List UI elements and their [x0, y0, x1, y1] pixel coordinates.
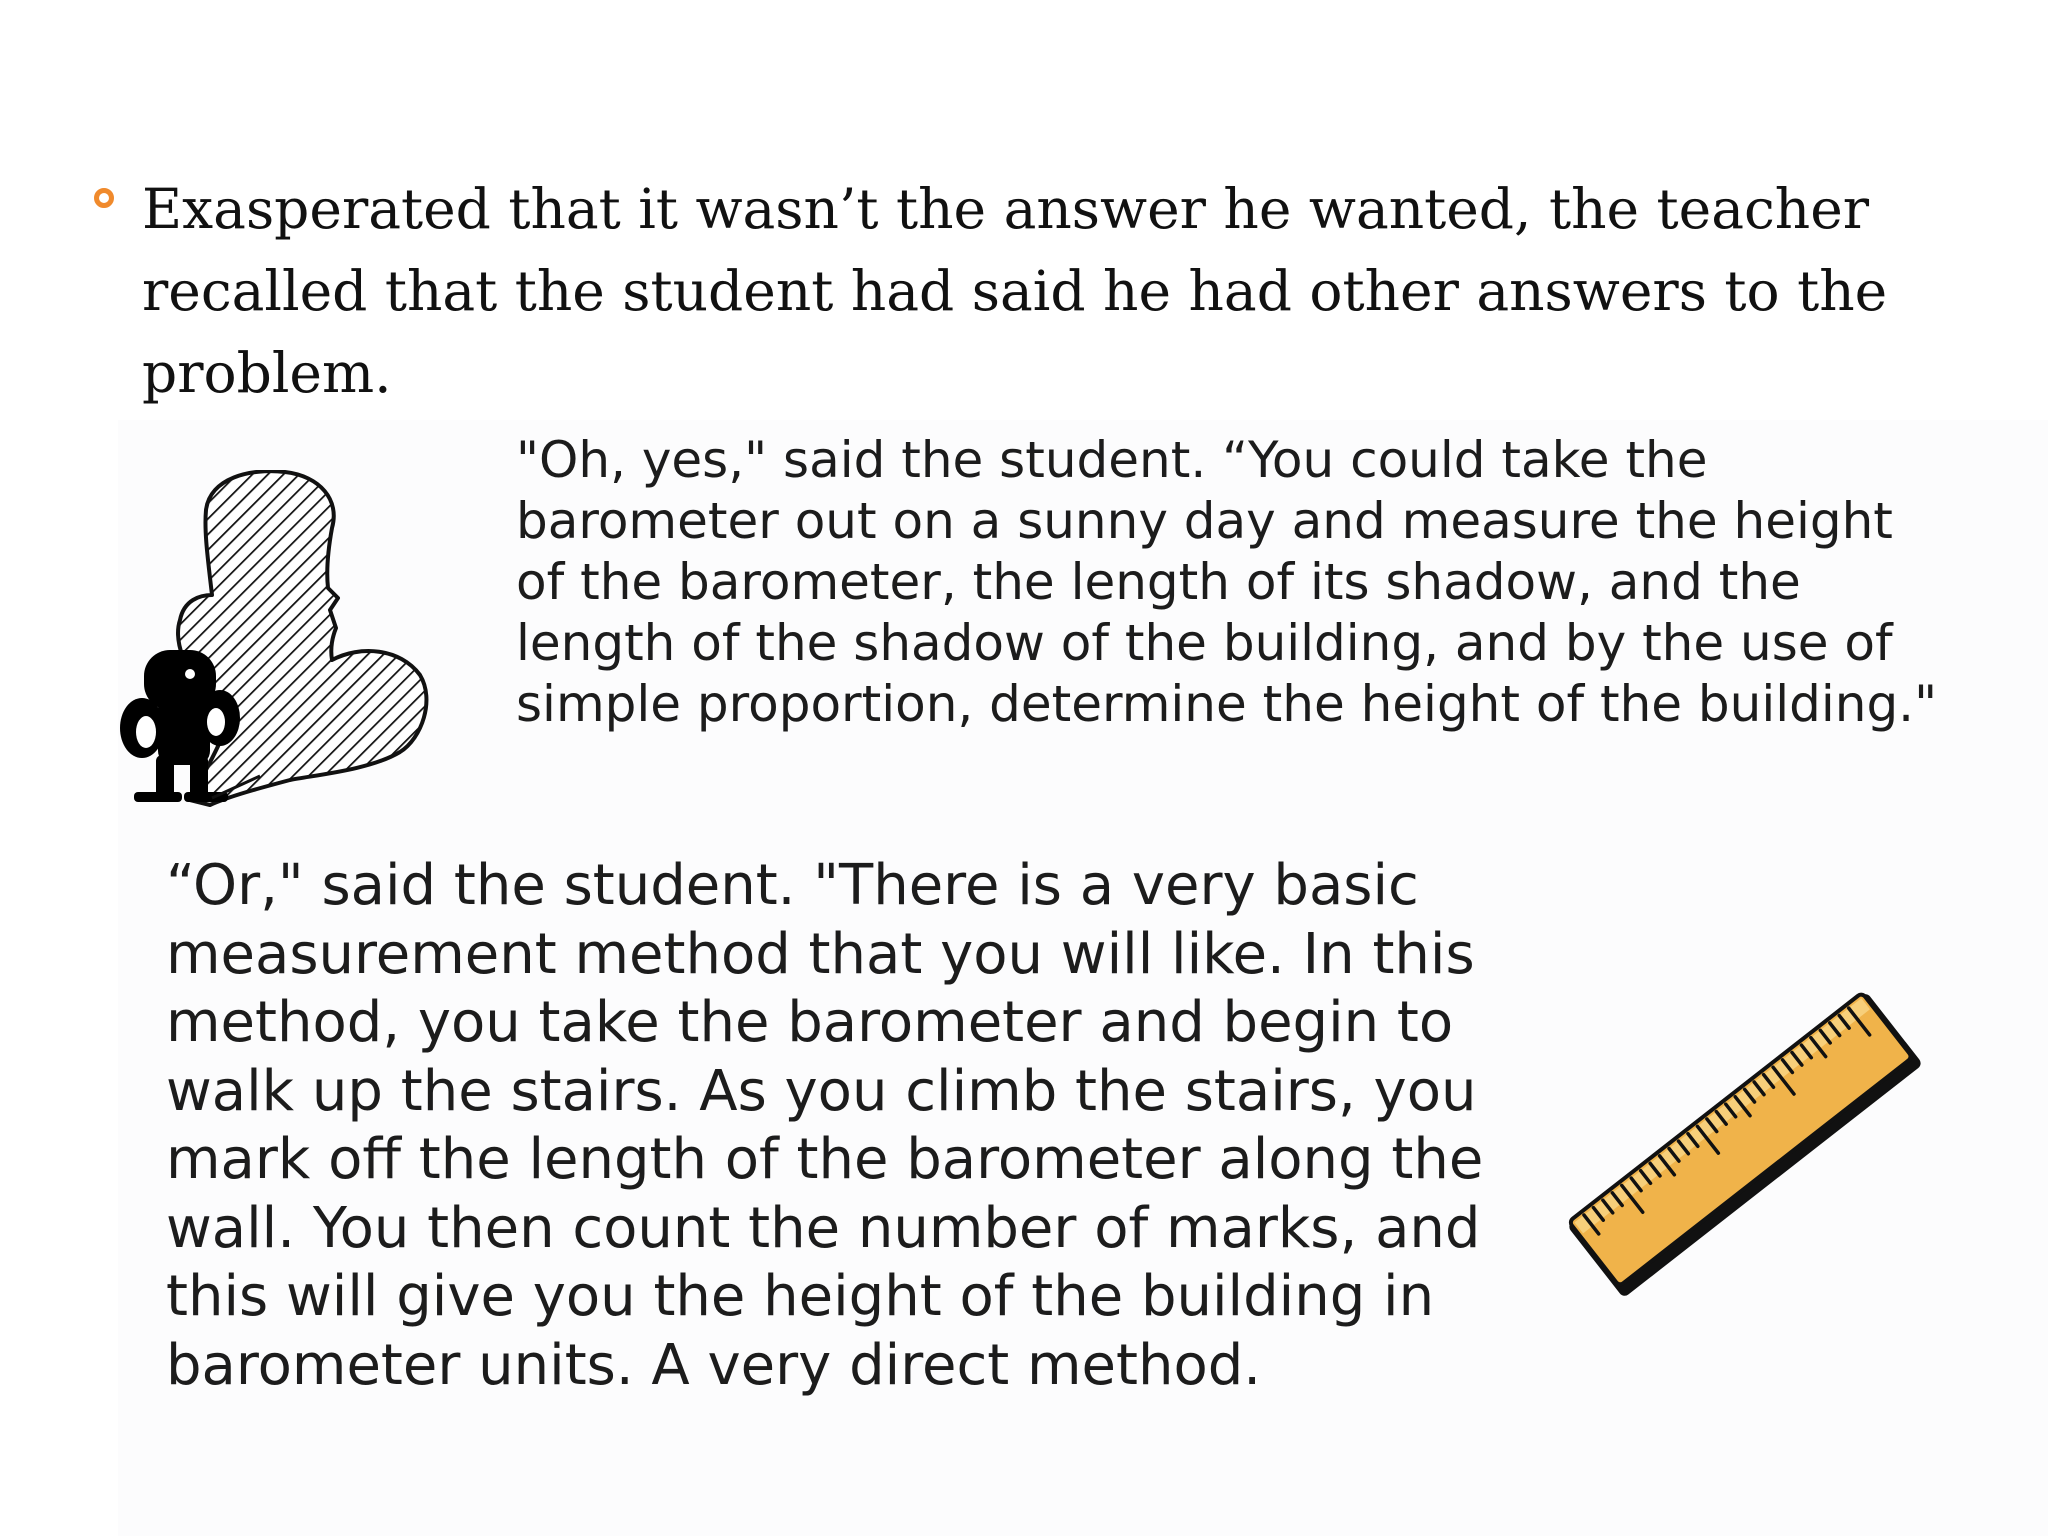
bullet-text: Exasperated that it wasn’t the answer he wanted, the teacher recalled that the student had said he had other answers to the problem. [142, 177, 1888, 405]
quote-shadow-method: "Oh, yes," said the student. “You could take the barometer out on a sunny day and measure the height of the barometer, the length of its shadow, and the length of the shadow of the building, and by the use of simple proportion, determine the height of the building." [516, 431, 1938, 733]
quote-stairs-method: “Or," said the student. "There is a very basic measurement method that you will like. In this method, you take the barometer and begin to walk up the stairs. As you climb the stairs, you mark off the length of the barometer along the wall. You then count the number of marks, and this will give you the height of the building in barometer units. A very direct method. [166, 853, 1484, 1398]
shadow-figure-icon [100, 470, 440, 810]
ruler-icon [1545, 955, 1945, 1335]
bullet-circle-icon [94, 188, 114, 208]
